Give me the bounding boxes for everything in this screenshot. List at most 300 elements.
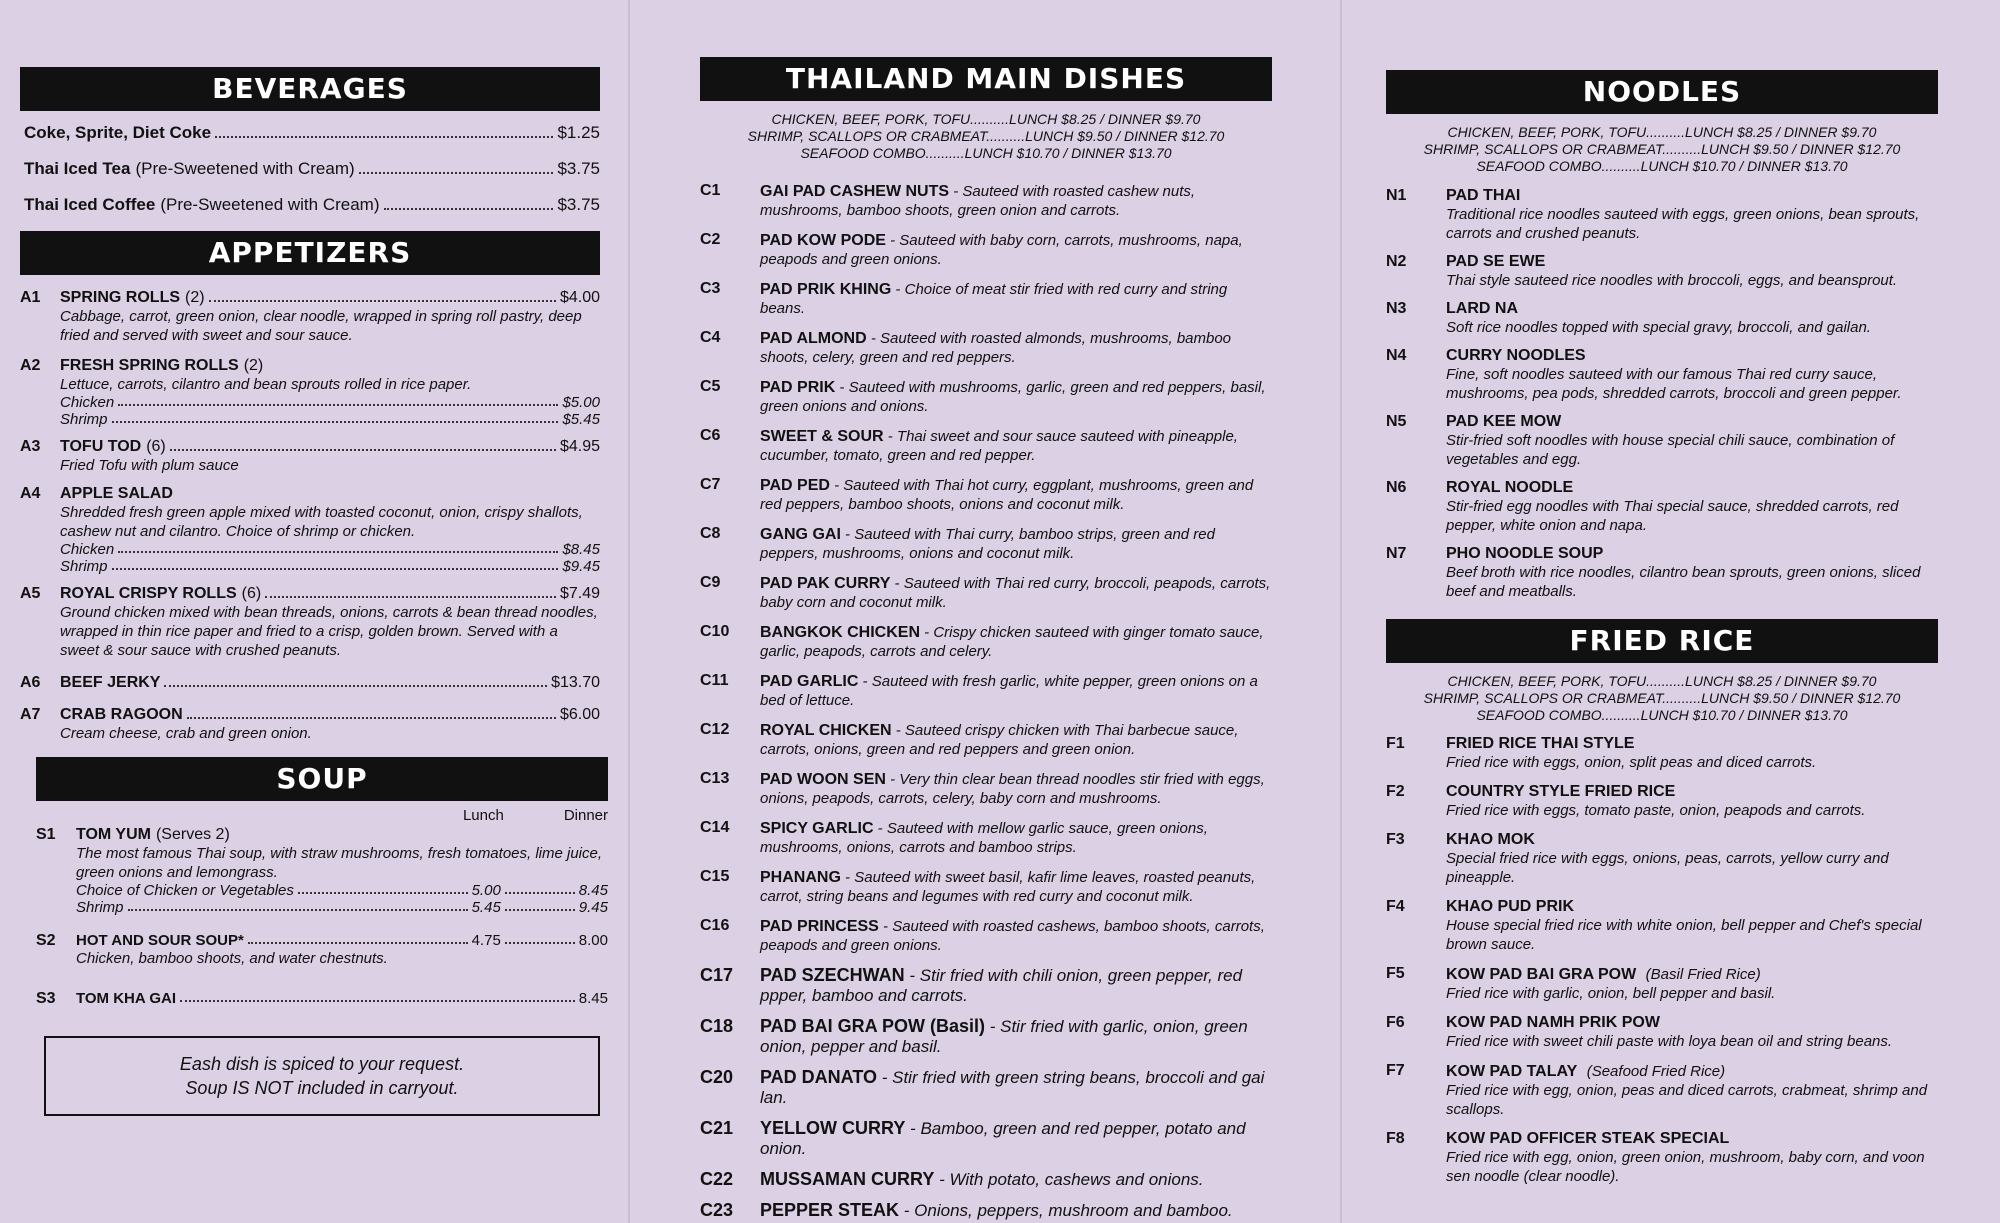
item-name: LARD NA [1446, 300, 1518, 317]
item-name: MUSSAMAN CURRY [760, 1169, 935, 1189]
item-name: GANG GAI [760, 526, 841, 543]
item-code: A2 [20, 357, 41, 374]
item-desc: Fried rice with egg, onion, peas and diced carrots, crabmeat, shrimp and scallops. [1446, 1082, 1928, 1118]
item-name: PAD WOON SEN [760, 771, 886, 788]
item-code: A7 [20, 706, 41, 723]
menu-item-c9 [700, 574, 1272, 612]
leader-dots [164, 674, 547, 687]
item-desc: House special fried rice with white onion, bell pepper and Chef's special brown sauce. [1446, 917, 1922, 953]
item-desc: Traditional rice noodles sauteed with eggs, green onions, bean sprouts, carrots and crushed peanuts. [1446, 206, 1920, 242]
item-code: C18 [700, 1016, 734, 1036]
menu-item-s2 [36, 932, 608, 968]
item-dash: - [949, 183, 963, 200]
item-desc: Fried rice with sweet chili paste with loya bean oil and string beans. [1446, 1033, 1893, 1050]
noodles-list [1386, 187, 1938, 601]
item-dash: - [873, 820, 887, 837]
leader-dots [384, 195, 554, 210]
item-code: C7 [700, 476, 721, 493]
item-dash: - [878, 918, 893, 935]
leader-dots [180, 990, 575, 1002]
leader-dots [112, 411, 559, 423]
item-name: PEPPER STEAK [760, 1200, 900, 1220]
price-line: CHICKEN, BEEF, PORK, TOFU..........LUNCH $8.25 / DINNER $9.70 [1447, 673, 1877, 689]
item-desc: Sauteed crispy chicken with Thai barbecue sauce, carrots, onions, green and red peppers and green onion. [760, 722, 1239, 758]
item-name: APPLE SALAD [60, 485, 173, 502]
item-name: KOW PAD OFFICER STEAK SPECIAL [1446, 1130, 1730, 1147]
soup-section [36, 807, 608, 1116]
item-desc: Fried rice with garlic, onion, bell pepper and basil. [1446, 985, 1776, 1002]
item-price: $6.00 [559, 706, 600, 723]
menu-item-f5 [1386, 965, 1938, 1003]
noodles-header: NOODLES [1386, 70, 1938, 114]
item-desc: The most famous Thai soup, with straw mushrooms, fresh tomatoes, lime juice, green onions and lemongrass. [76, 845, 603, 881]
item-qty: (Serves 2) [155, 826, 230, 843]
item-desc: Sauteed with fresh garlic, white pepper, green onions on a bed of lettuce. [760, 673, 1258, 709]
menu-item-a7 [20, 706, 600, 743]
leader-dots [215, 123, 553, 138]
item-name: FRIED RICE THAI STYLE [1446, 735, 1635, 752]
price-option [60, 541, 600, 558]
option-label: Chicken [60, 394, 115, 411]
price-line: SHRIMP, SCALLOPS OR CRABMEAT..........LUNCH $9.50 / DINNER $12.70 [747, 128, 1225, 144]
menu-item-f8 [1386, 1130, 1938, 1186]
item-code: N2 [1386, 253, 1407, 270]
menu-item-n7 [1386, 545, 1938, 601]
item-code: N1 [1386, 187, 1407, 204]
menu-item-c10 [700, 623, 1272, 661]
fried-rice-list [1386, 735, 1938, 1186]
item-desc: Thai style sauteed rice noodles with broccoli, eggs, and beansprout. [1446, 272, 1898, 289]
right-panel [1386, 0, 1938, 1223]
price-option [60, 558, 600, 575]
dinner-column-label: Dinner [563, 807, 608, 824]
item-line [76, 990, 608, 1007]
item-code: C13 [700, 770, 730, 787]
item-desc: Sauteed with mushrooms, garlic, green and red peppers, basil, green onions and onions. [760, 379, 1266, 415]
item-name: BANGKOK CHICKEN [760, 624, 920, 641]
menu-item-c6 [700, 427, 1272, 465]
item-qty: (Seafood Fried Rice) [1586, 1063, 1726, 1080]
menu-item-f7 [1386, 1062, 1938, 1119]
item-code: C2 [700, 231, 721, 248]
item-name: PAD BAI GRA POW (Basil) [760, 1016, 986, 1036]
item-code: C20 [700, 1067, 734, 1087]
item-code: N3 [1386, 300, 1407, 317]
item-desc: Crispy chicken sauteed with ginger tomato sauce, garlic, peapods, carrots and celery. [760, 624, 1264, 660]
panel-fold [628, 0, 630, 1223]
beverage-desc: (Pre-Sweetened with Cream) [135, 159, 355, 178]
menu-item-f6 [1386, 1014, 1938, 1051]
option-price: $8.45 [562, 541, 600, 558]
item-code: S2 [36, 932, 56, 949]
leader-dots [265, 585, 556, 598]
soup-column-headers [36, 807, 608, 824]
item-desc: With potato, cashews and onions. [949, 1170, 1204, 1189]
item-desc: Sauteed with baby corn, carrots, mushrooms, napa, peapods and green onions. [760, 232, 1243, 268]
menu-item-n4 [1386, 347, 1938, 403]
lunch-column-label: Lunch [462, 807, 504, 824]
item-desc: Chicken, bamboo shoots, and water chestnuts. [76, 950, 388, 967]
appetizers-header: APPETIZERS [20, 231, 600, 275]
item-code: S3 [36, 990, 56, 1007]
menu-item-n2 [1386, 253, 1938, 290]
option-label: Shrimp [60, 411, 108, 428]
item-dash: - [985, 1017, 1001, 1036]
main-dishes-prices [700, 111, 1272, 162]
beverage-item [24, 159, 600, 179]
item-name: PAD SE EWE [1446, 253, 1546, 270]
item-name: PHO NOODLE SOUP [1446, 545, 1604, 562]
item-desc: Stir fried with green string beans, broccoli and gai lan. [760, 1068, 1265, 1107]
menu-item-c8 [700, 525, 1272, 563]
beverage-price: $3.75 [557, 159, 600, 178]
item-code: F2 [1386, 783, 1405, 800]
item-code: F7 [1386, 1062, 1405, 1079]
item-name: PAD PRINCESS [760, 918, 879, 935]
price-option [76, 882, 608, 899]
item-desc: Cream cheese, crab and green onion. [60, 725, 312, 742]
item-code: C6 [700, 427, 721, 444]
item-dash: - [904, 966, 920, 985]
lunch-price: 4.75 [471, 932, 501, 949]
item-qty: (2) [185, 289, 205, 306]
item-code: C15 [700, 868, 730, 885]
item-code: F1 [1386, 735, 1405, 752]
menu-item-n6 [1386, 479, 1938, 535]
item-desc: Very thin clear bean thread noodles stir fried with eggs, onions, peapods, carrots, celery, baby corn and mushrooms. [760, 771, 1265, 807]
item-desc: Fried rice with eggs, onion, split peas and diced carrots. [1446, 754, 1817, 771]
leader-dots [505, 899, 575, 911]
item-qty: (Basil Fried Rice) [1645, 966, 1761, 983]
item-desc: Sauteed with Thai curry, bamboo strips, green and red peppers, mushrooms, onions and coconut milk. [760, 526, 1215, 562]
item-code: F3 [1386, 831, 1405, 848]
item-code: F4 [1386, 898, 1405, 915]
menu-item-c1 [700, 182, 1272, 220]
item-name: PHANANG [760, 869, 841, 886]
item-name: ROYAL CRISPY ROLLS [60, 585, 237, 602]
item-desc: Stir-fried soft noodles with house special chili sauce, combination of vegetables and egg. [1446, 432, 1895, 468]
item-dash: - [920, 624, 934, 641]
price-option [76, 899, 608, 916]
item-desc: Sauteed with roasted almonds, mushrooms, bamboo shoots, celery, green and red peppers. [760, 330, 1232, 366]
price-line: CHICKEN, BEEF, PORK, TOFU..........LUNCH $8.25 / DINNER $9.70 [771, 111, 1201, 127]
item-qty: (6) [146, 438, 166, 455]
item-desc: Sauteed with Thai red curry, broccoli, peapods, carrots, baby corn and coconut milk. [760, 575, 1271, 611]
menu-item-c2 [700, 231, 1272, 269]
price-option [60, 394, 600, 411]
item-code: C5 [700, 378, 721, 395]
item-name: PAD SZECHWAN [760, 965, 905, 985]
beverage-item [24, 195, 600, 215]
price-line: SHRIMP, SCALLOPS OR CRABMEAT..........LUNCH $9.50 / DINNER $12.70 [1423, 690, 1901, 706]
item-qty: (2) [243, 357, 264, 374]
item-name: TOM KHA GAI [76, 990, 176, 1007]
item-code: C1 [700, 182, 721, 199]
item-desc: Sauteed with Thai hot curry, eggplant, mushrooms, green and red peppers, bamboo shoots, onions and coconut milk. [760, 477, 1254, 513]
menu-item-s3 [36, 990, 608, 1008]
item-dash: - [883, 428, 897, 445]
item-name: COUNTRY STYLE FRIED RICE [1446, 783, 1676, 800]
lunch-price: 5.45 [471, 899, 501, 916]
item-desc: Beef broth with rice noodles, cilantro bean sprouts, green onions, sliced beef and meatballs. [1446, 564, 1921, 600]
item-dash: - [840, 526, 855, 543]
item-name: PAD PED [760, 477, 830, 494]
item-code: A4 [20, 485, 41, 502]
item-code: C3 [700, 280, 721, 297]
menu-item-c22 [700, 1169, 1272, 1190]
item-desc: Ground chicken mixed with bean threads, onions, carrots & bean thread noodles, wrapped in thin rice paper and fried to a crisp, golden brown. Served with a sweet & sour sauce with crushed peanuts. [60, 604, 598, 659]
item-name: SPICY GARLIC [760, 820, 874, 837]
panel-fold [1340, 0, 1342, 1223]
item-name: ROYAL NOODLE [1446, 479, 1574, 496]
item-dash: - [891, 722, 905, 739]
item-desc: Bamboo, green and red pepper, potato and onion. [760, 1119, 1246, 1158]
price-line: CHICKEN, BEEF, PORK, TOFU..........LUNCH $8.25 / DINNER $9.70 [1447, 124, 1877, 140]
item-name: KOW PAD TALAY [1446, 1063, 1578, 1080]
item-code: A6 [20, 674, 41, 691]
item-dash: - [934, 1170, 950, 1189]
main-dishes-header: THAILAND MAIN DISHES [700, 57, 1272, 101]
item-dash: - [905, 1119, 921, 1138]
menu-item-c5 [700, 378, 1272, 416]
menu-item-c3 [700, 280, 1272, 318]
item-price: $7.49 [559, 585, 600, 602]
option-label: Chicken [60, 541, 115, 558]
item-code: S1 [36, 826, 56, 843]
option-label: Shrimp [76, 899, 124, 916]
item-price: $4.95 [559, 438, 600, 455]
spice-note: Eash dish is spiced to your request. [179, 1054, 465, 1074]
item-price: $13.70 [551, 674, 600, 691]
item-dash: - [885, 771, 900, 788]
leader-dots [209, 289, 556, 302]
item-dash: - [858, 673, 872, 690]
menu-item-c15 [700, 868, 1272, 906]
item-code: N6 [1386, 479, 1407, 496]
price-line: SEAFOOD COMBO..........LUNCH $10.70 / DINNER $13.70 [800, 145, 1172, 161]
item-code: C4 [700, 329, 721, 346]
item-name: KOW PAD NAMH PRIK POW [1446, 1014, 1660, 1031]
item-code: N5 [1386, 413, 1407, 430]
menu-item-c13 [700, 770, 1272, 808]
dinner-price: 8.00 [578, 932, 608, 949]
item-code: F6 [1386, 1014, 1405, 1031]
item-name: PAD KOW PODE [760, 232, 886, 249]
menu-item-c21 [700, 1118, 1272, 1159]
menu-item-n5 [1386, 413, 1938, 469]
item-name: YELLOW CURRY [760, 1118, 906, 1138]
price-line: SEAFOOD COMBO..........LUNCH $10.70 / DINNER $13.70 [1476, 158, 1848, 174]
item-name: HOT AND SOUR SOUP* [76, 932, 244, 949]
leader-dots [118, 394, 558, 406]
item-price: $4.00 [559, 289, 600, 306]
item-desc: Shredded fresh green apple mixed with toasted coconut, onion, crispy shallots, cashew nut and cilantro. Choice of shrimp or chicken. [60, 504, 583, 540]
item-name: PAD GARLIC [760, 673, 859, 690]
item-desc: Cabbage, carrot, green onion, clear noodle, wrapped in spring roll pastry, deep fried and served with sweet and sour sauce. [60, 308, 582, 344]
item-code: A1 [20, 289, 41, 306]
menu-item-s1 [36, 826, 608, 916]
item-name: KOW PAD BAI GRA POW [1446, 966, 1637, 983]
leader-dots [118, 541, 558, 553]
item-name: SWEET & SOUR [760, 428, 884, 445]
carryout-note: Soup IS NOT included in carryout. [185, 1078, 459, 1098]
item-line [76, 932, 608, 949]
item-code: F8 [1386, 1130, 1405, 1147]
item-name: PAD PRIK KHING [760, 281, 892, 298]
item-dash: - [877, 1068, 893, 1087]
menu-item-c23 [700, 1200, 1272, 1221]
item-desc: Sauteed with roasted cashews, bamboo shoots, carrots, peapods and green onions. [760, 918, 1265, 954]
item-desc: Sauteed with roasted cashew nuts, mushrooms, bamboo shoots, green onion and carrots. [760, 183, 1196, 219]
item-name: TOM YUM [76, 826, 151, 843]
item-desc: Choice of meat stir fried with red curry and string beans. [760, 281, 1228, 317]
menu-item-a1 [20, 289, 600, 345]
menu-item-a6 [20, 674, 600, 692]
item-code: C10 [700, 623, 730, 640]
menu-item-c17 [700, 965, 1272, 1006]
menu-item-f1 [1386, 735, 1938, 772]
item-dash: - [829, 477, 844, 494]
menu-item-c7 [700, 476, 1272, 514]
leader-dots [248, 932, 468, 944]
leader-dots [170, 438, 556, 451]
item-desc: Sauteed with mellow garlic sauce, green onions, mushrooms, onions, carrots and bamboo strips. [760, 820, 1208, 856]
item-desc: Soft rice noodles topped with special gravy, broccoli, and gailan. [1446, 319, 1871, 336]
menu-item-f2 [1386, 783, 1938, 820]
dinner-price: 9.45 [578, 899, 608, 916]
option-price: $5.45 [562, 411, 600, 428]
item-desc: Stir-fried egg noodles with Thai special sauce, shredded carrots, red pepper, white onion and napa. [1446, 498, 1899, 534]
soup-header: SOUP [36, 757, 608, 801]
fried-rice-prices [1386, 673, 1938, 724]
item-code: N7 [1386, 545, 1407, 562]
menu-item-a3 [20, 438, 600, 475]
item-code: C12 [700, 721, 730, 738]
item-code: N4 [1386, 347, 1407, 364]
item-name: PAD ALMOND [760, 330, 867, 347]
menu-item-a2 [20, 357, 600, 428]
main-dishes-list [700, 182, 1272, 955]
item-code: C8 [700, 525, 721, 542]
leader-dots [187, 706, 556, 719]
price-option [60, 411, 600, 428]
leader-dots [112, 558, 559, 570]
menu-item-f4 [1386, 898, 1938, 954]
item-code: C14 [700, 819, 730, 836]
beverage-name: Thai Iced Tea [24, 159, 131, 178]
beverage-item [24, 123, 600, 143]
leader-dots [505, 932, 575, 944]
item-desc: Fried rice with eggs, tomato paste, onion, peapods and carrots. [1446, 802, 1866, 819]
menu-item-c11 [700, 672, 1272, 710]
menu-item-a4 [20, 485, 600, 575]
dinner-price: 8.45 [578, 990, 608, 1007]
menu-item-c4 [700, 329, 1272, 367]
item-name: BEEF JERKY [60, 674, 161, 691]
item-name: TOFU TOD [60, 438, 142, 455]
dinner-price: 8.45 [578, 882, 608, 899]
price-line: SEAFOOD COMBO..........LUNCH $10.70 / DINNER $13.70 [1476, 707, 1848, 723]
menu-item-c18 [700, 1016, 1272, 1057]
menu-item-c16 [700, 917, 1272, 955]
leader-dots [505, 882, 575, 894]
option-price: $9.45 [562, 558, 600, 575]
item-name: GAI PAD CASHEW NUTS [760, 183, 950, 200]
beverage-name: Thai Iced Coffee [24, 195, 156, 214]
item-name: PAD THAI [1446, 187, 1521, 204]
item-qty: (6) [241, 585, 262, 602]
item-dash: - [891, 281, 905, 298]
item-name: PAD KEE MOW [1446, 413, 1562, 430]
item-desc: Fried rice with egg, onion, green onion, mushroom, baby corn, and voon sen noodle (clear noodle). [1446, 1149, 1925, 1185]
item-code: C22 [700, 1169, 734, 1189]
leader-dots [128, 899, 468, 911]
item-desc: Lettuce, carrots, cilantro and bean sprouts rolled in rice paper. [60, 376, 472, 393]
option-label: Shrimp [60, 558, 108, 575]
item-desc: Special fried rice with eggs, onions, peas, carrots, yellow curry and pineapple. [1446, 850, 1889, 886]
noodles-prices [1386, 124, 1938, 175]
price-line: SHRIMP, SCALLOPS OR CRABMEAT..........LUNCH $9.50 / DINNER $12.70 [1423, 141, 1901, 157]
item-dash: - [866, 330, 880, 347]
item-code: C23 [700, 1200, 734, 1220]
menu-item-c20 [700, 1067, 1272, 1108]
item-name: KHAO MOK [1446, 831, 1535, 848]
item-code: C9 [700, 574, 721, 591]
item-name: FRESH SPRING ROLLS [60, 357, 239, 374]
item-dash: - [890, 575, 904, 592]
menu-item-n1 [1386, 187, 1938, 243]
item-code: F5 [1386, 965, 1405, 982]
leader-dots [298, 882, 468, 894]
item-name: CURRY NOODLES [1446, 347, 1586, 364]
item-code: C21 [700, 1118, 734, 1138]
item-desc: Fine, soft noodles sauteed with our famous Thai red curry sauce, mushrooms, pea pods, shredded carrots, broccoli and green pepper. [1446, 366, 1902, 402]
menu-item-a5 [20, 585, 600, 660]
item-name: ROYAL CHICKEN [760, 722, 892, 739]
item-name: SPRING ROLLS [60, 289, 181, 306]
menu-item-n3 [1386, 300, 1938, 337]
item-code: C17 [700, 965, 734, 985]
fried-rice-header: FRIED RICE [1386, 619, 1938, 663]
item-code: C11 [700, 672, 729, 689]
menu-item-c12 [700, 721, 1272, 759]
spice-note-box [44, 1036, 600, 1116]
item-dash: - [835, 379, 849, 396]
beverage-price: $1.25 [557, 123, 600, 142]
item-desc: Sauteed with sweet basil, kafir lime leaves, roasted peanuts, carrot, string beans and legumes with red curry and coconut milk. [760, 869, 1256, 905]
item-desc: Thai sweet and sour sauce sauteed with pineapple, cucumber, tomato, green and red pepper. [760, 428, 1238, 464]
option-label: Choice of Chicken or Vegetables [76, 882, 294, 899]
item-name: KHAO PUD PRIK [1446, 898, 1575, 915]
item-name: PAD DANATO [760, 1067, 877, 1087]
item-dash: - [899, 1201, 915, 1220]
left-panel [20, 0, 608, 1223]
item-desc: Fried Tofu with plum sauce [60, 457, 239, 474]
item-name: CRAB RAGOON [60, 706, 183, 723]
middle-panel [700, 0, 1272, 1223]
menu-item-c14 [700, 819, 1272, 857]
beverage-name: Coke, Sprite, Diet Coke [24, 123, 212, 142]
item-name: PAD PAK CURRY [760, 575, 891, 592]
item-desc: Stir fried with chili onion, green pepper, red ppper, bamboo and carrots. [760, 966, 1243, 1005]
item-dash: - [885, 232, 900, 249]
item-code: C16 [700, 917, 730, 934]
item-code: A5 [20, 585, 41, 602]
beverages-header: BEVERAGES [20, 67, 600, 111]
item-dash: - [840, 869, 855, 886]
item-desc: Onions, peppers, mushroom and bamboo. [914, 1201, 1233, 1220]
item-code: A3 [20, 438, 41, 455]
